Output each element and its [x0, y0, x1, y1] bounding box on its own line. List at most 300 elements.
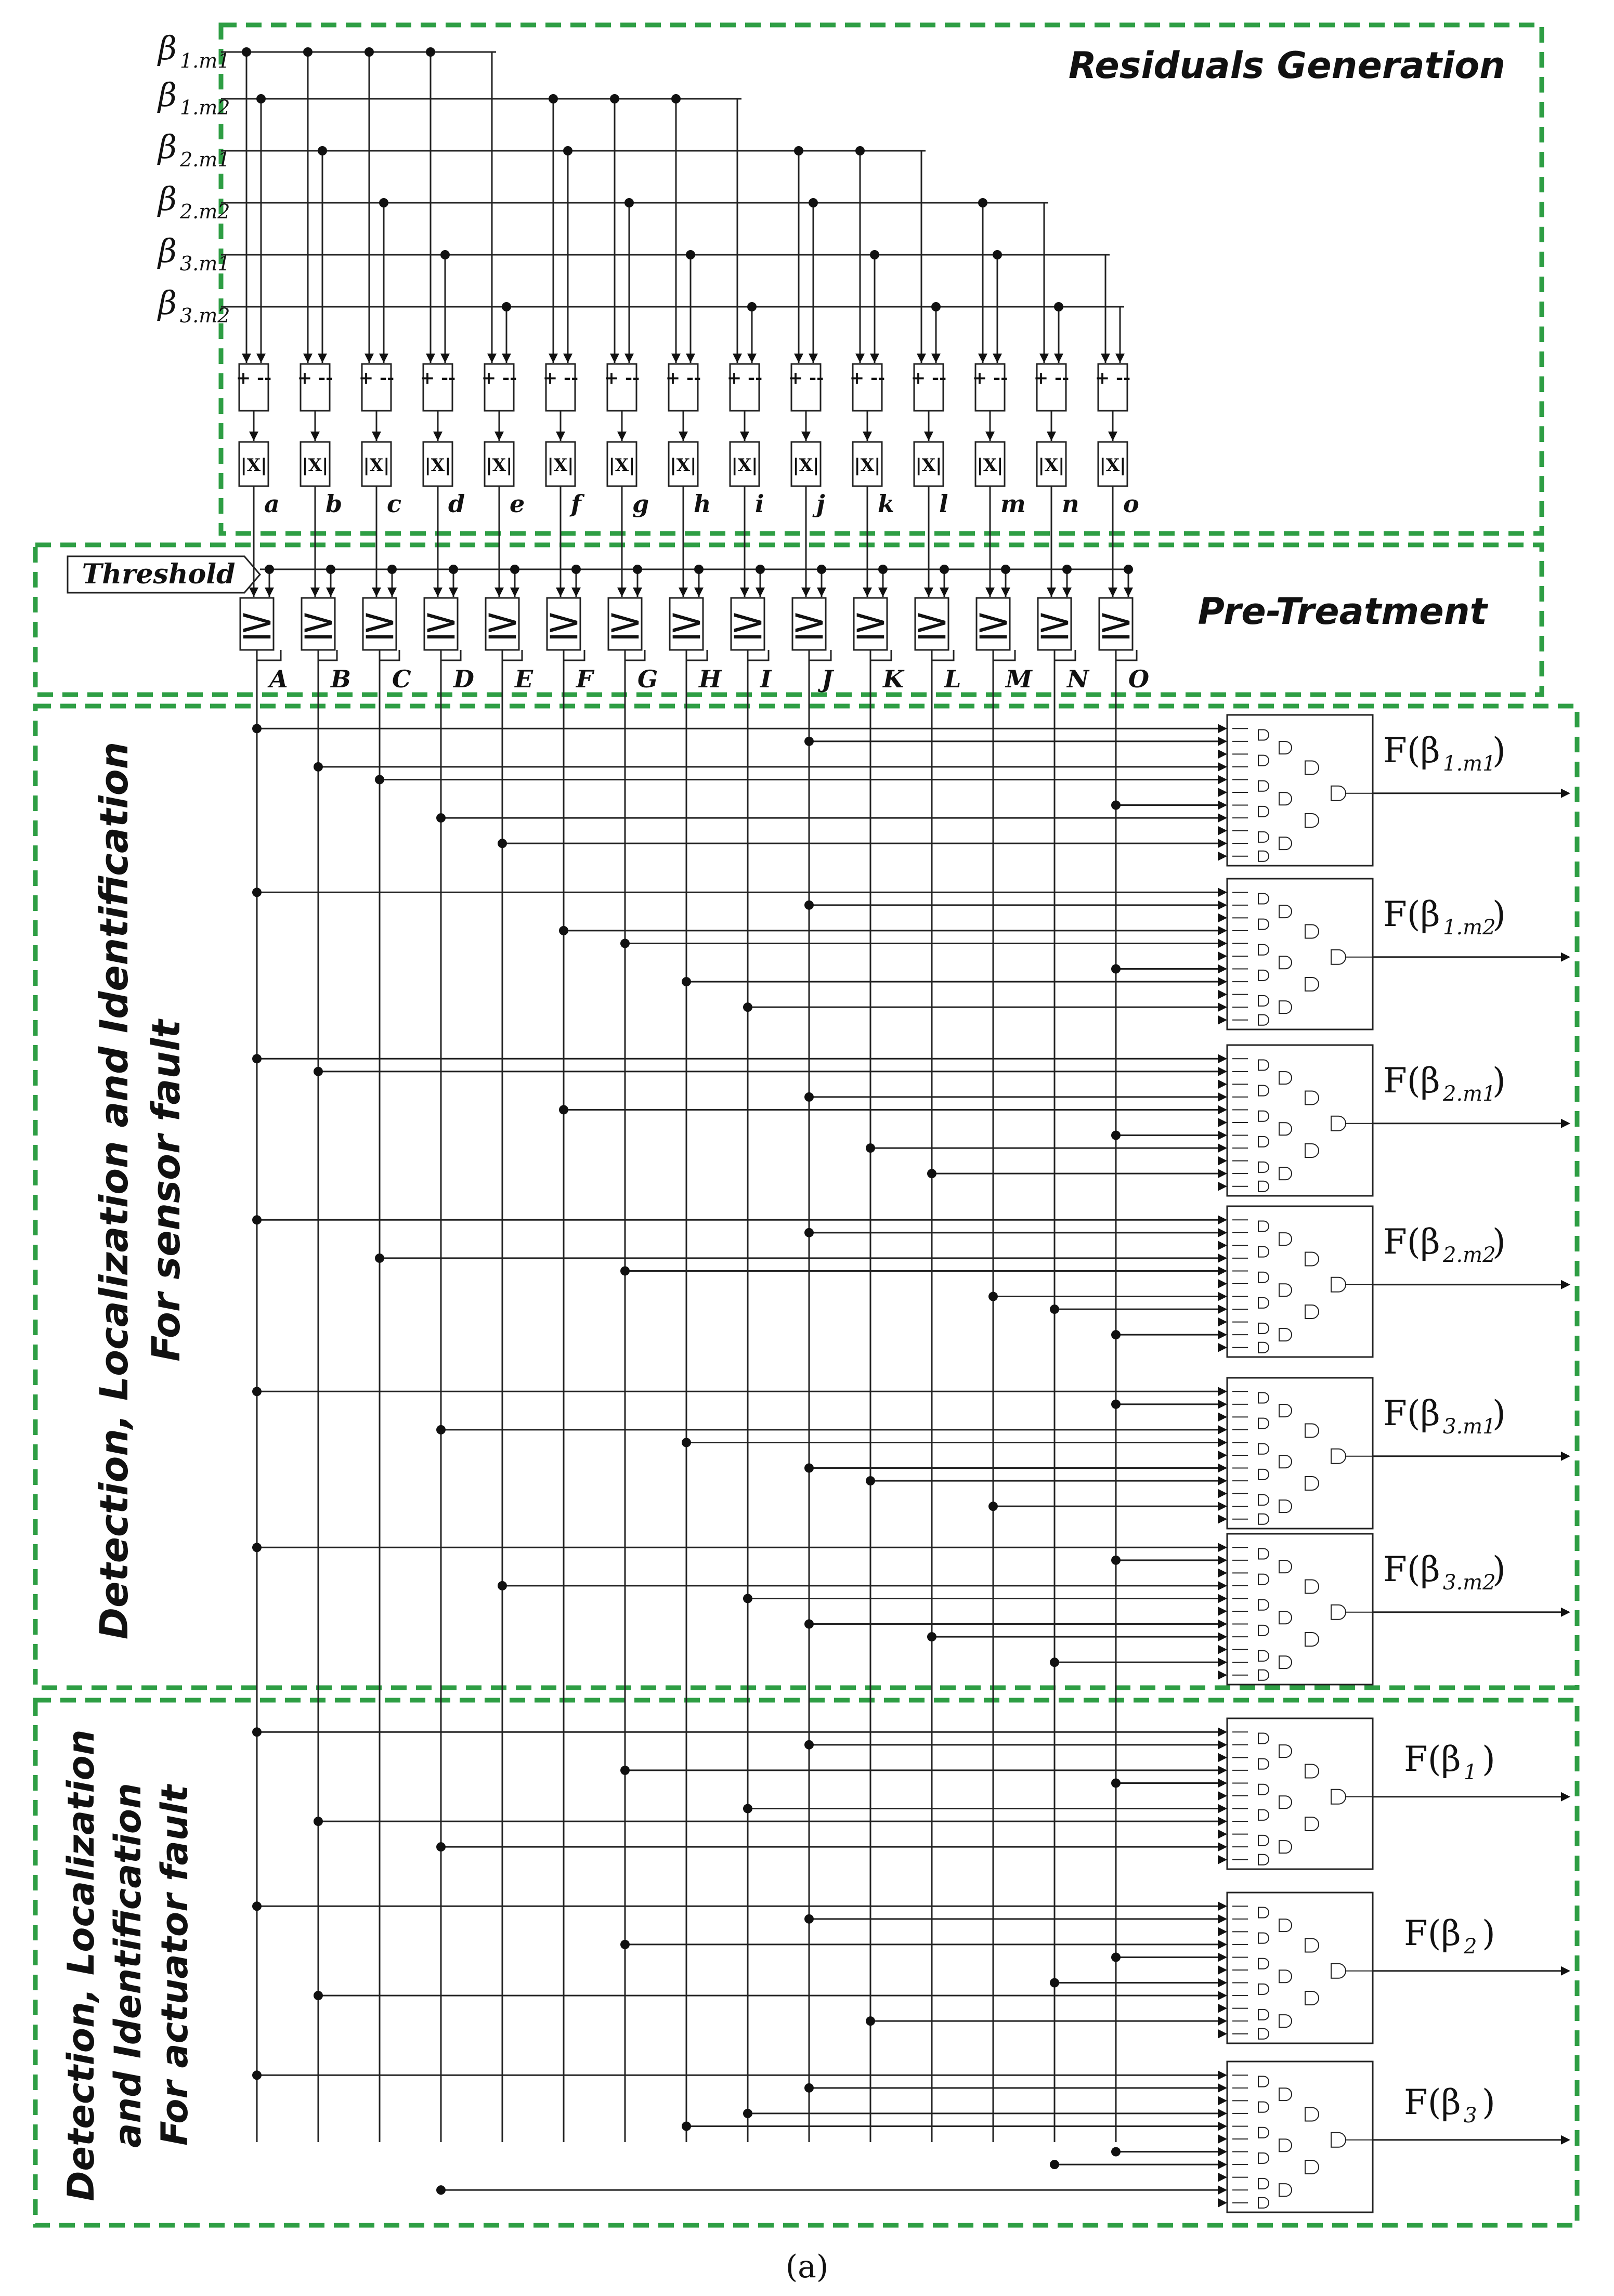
junction-dot: [804, 1914, 814, 1924]
absolute-value-block: [485, 442, 514, 486]
svg-text:2.m1: 2.m1: [180, 148, 230, 171]
arrow-head: [1218, 2029, 1227, 2039]
junction-dot: [252, 1215, 262, 1224]
comparator-block: [423, 598, 459, 650]
arrow-head: [1218, 1830, 1227, 1839]
arrow-head: [1218, 1842, 1227, 1851]
comparator-block: [668, 598, 705, 650]
svg-text:|X|: |X|: [547, 455, 574, 476]
sensor-output-label: [1383, 1061, 1506, 1106]
svg-text:+ --: + --: [297, 368, 333, 388]
junction-dot: [1111, 1952, 1121, 1962]
arrow-head: [679, 588, 688, 597]
svg-text:): ): [1492, 1549, 1506, 1589]
subtractor-block: [420, 364, 456, 441]
svg-text:β: β: [158, 76, 177, 114]
svg-text:Detection, Localization: Detection, Localization: [60, 1729, 102, 2201]
junction-dot: [1050, 1304, 1059, 1314]
arrow-head: [1218, 1515, 1227, 1524]
svg-text:≥: ≥: [790, 598, 828, 649]
comparator-label: O: [1128, 665, 1150, 693]
svg-text:+ --: + --: [910, 368, 947, 388]
comparator-label: H: [699, 665, 722, 693]
residual-label: n: [1062, 490, 1079, 518]
junction-dot: [804, 2083, 814, 2093]
svg-text:≥: ≥: [1097, 598, 1135, 649]
comparator-block: [791, 598, 827, 650]
sensor-output-label: [1383, 1549, 1506, 1595]
arrow-head: [1124, 588, 1133, 597]
svg-text:|X|: |X|: [792, 455, 819, 476]
arrow-head: [747, 354, 757, 363]
svg-text:): ): [1482, 1739, 1495, 1779]
svg-text:3.m2: 3.m2: [180, 304, 230, 327]
svg-text:≥: ≥: [422, 598, 460, 649]
junction-dot: [743, 1594, 752, 1603]
arrow-head: [1218, 1991, 1227, 2000]
arrow-head: [1218, 801, 1227, 810]
arrow-head: [433, 432, 442, 441]
arrow-head: [256, 354, 266, 363]
actuator-output-label: [1404, 2082, 1495, 2128]
absolute-value-block: [607, 442, 636, 486]
figure-caption: (a): [785, 2249, 829, 2285]
junction-dot: [252, 724, 262, 733]
junction-dot: [682, 2121, 691, 2131]
junction-dot: [318, 146, 327, 155]
residual-label: j: [816, 490, 825, 518]
comparator-block: [239, 598, 275, 650]
arrow-head: [1218, 1740, 1227, 1750]
junction-dot: [498, 839, 507, 848]
arrow-head: [1218, 1766, 1227, 1775]
arrow-head: [242, 354, 251, 363]
subtractor-block: [788, 364, 824, 441]
arrow-head: [1218, 813, 1227, 823]
arrow-head: [671, 354, 681, 363]
residual-label: i: [755, 490, 764, 518]
arrow-head: [1218, 1079, 1227, 1089]
svg-text:+ --: + --: [788, 368, 824, 388]
junction-dot: [804, 1620, 814, 1629]
arrow-head: [1218, 1279, 1227, 1288]
arrow-head: [310, 432, 320, 441]
junction-dot: [252, 1543, 262, 1552]
arrow-head: [1218, 1169, 1227, 1178]
arrow-head: [617, 588, 627, 597]
svg-text:|X|: |X|: [302, 455, 329, 476]
wire: [441, 650, 461, 660]
svg-text:1: 1: [1464, 1760, 1477, 1784]
arrow-head: [817, 588, 826, 597]
arrow-head: [1218, 1015, 1227, 1025]
sensor-logic-block: [1218, 715, 1373, 866]
arrow-head: [1218, 852, 1227, 861]
arrow-head: [1218, 762, 1227, 772]
arrow-head: [1062, 588, 1072, 597]
junction-dot: [804, 901, 814, 910]
arrow-head: [1218, 1317, 1227, 1327]
arrow-head: [756, 588, 765, 597]
junction-dot: [866, 2016, 875, 2026]
junction-dot: [510, 565, 519, 574]
arrow-head: [1218, 1118, 1227, 1127]
comparator-label: M: [1006, 665, 1032, 693]
arrow-head: [318, 354, 327, 363]
arrow-head: [1218, 2070, 1227, 2080]
junction-dot: [624, 198, 634, 207]
arrow-head: [449, 588, 458, 597]
arrow-head: [1218, 2109, 1227, 2118]
svg-text:F(β: F(β: [1383, 894, 1440, 934]
arrow-head: [686, 354, 695, 363]
svg-text:≥: ≥: [545, 598, 582, 649]
absolute-value-block: [730, 442, 759, 486]
junction-dot: [682, 977, 691, 986]
svg-text:3.m1: 3.m1: [180, 252, 230, 275]
arrow-head: [1218, 1727, 1227, 1737]
svg-text:+ --: + --: [1033, 368, 1070, 388]
arrow-head: [1218, 1412, 1227, 1421]
arrow-head: [1218, 1254, 1227, 1263]
svg-text:and Identification: and Identification: [107, 1783, 149, 2148]
svg-text:3: 3: [1464, 2103, 1477, 2128]
svg-text:): ): [1492, 1221, 1506, 1262]
arrow-head: [1218, 1438, 1227, 1447]
arrow-head: [1561, 1966, 1570, 1976]
svg-text:+ --: + --: [1095, 368, 1131, 388]
svg-text:+ --: + --: [665, 368, 701, 388]
arrow-head: [249, 588, 258, 597]
svg-text:+ --: + --: [358, 368, 395, 388]
svg-text:β: β: [158, 284, 177, 322]
arrow-head: [1218, 2121, 1227, 2131]
arrow-head: [1218, 964, 1227, 974]
comparator-label: E: [515, 665, 533, 693]
junction-dot: [559, 926, 568, 935]
arrow-head: [1218, 1464, 1227, 1473]
junction-dot: [549, 94, 558, 103]
junction-dot: [743, 2109, 752, 2118]
junction-dot: [252, 1727, 262, 1737]
svg-text:|X|: |X|: [915, 455, 942, 476]
comparator-block: [484, 598, 520, 650]
arrow-head: [1218, 1978, 1227, 1988]
junction-dot: [256, 94, 266, 103]
subtractor-block: [359, 364, 395, 441]
arrow-head: [1218, 1451, 1227, 1460]
arrow-head: [1218, 1292, 1227, 1301]
svg-text:3.m1: 3.m1: [1443, 1414, 1496, 1439]
comparator-label: L: [944, 665, 961, 693]
comparator-block: [914, 598, 950, 650]
absolute-value-block: [546, 442, 575, 486]
comparator-block: [1098, 598, 1134, 650]
junction-dot: [866, 1143, 875, 1153]
arrow-head: [265, 588, 274, 597]
arrow-head: [1561, 953, 1570, 962]
arrow-head: [1218, 1952, 1227, 1962]
svg-text:F(β: F(β: [1383, 1060, 1440, 1101]
arrow-head: [1218, 1131, 1227, 1140]
arrow-head: [1115, 354, 1125, 363]
subtractor-block: [1034, 364, 1070, 441]
absolute-value-block: [423, 442, 452, 486]
svg-text:≥: ≥: [606, 598, 644, 649]
signal-label: [157, 284, 230, 327]
arrow-head: [1218, 1143, 1227, 1153]
comparator-label: N: [1067, 665, 1089, 693]
arrow-head: [624, 354, 634, 363]
svg-text:|X|: |X|: [854, 455, 881, 476]
subtractor-block: [911, 364, 947, 441]
junction-dot: [931, 302, 941, 311]
wire: [993, 650, 1015, 660]
arrow-head: [1218, 1502, 1227, 1511]
junction-dot: [1054, 302, 1063, 311]
absolute-value-block: [301, 442, 330, 486]
arrow-head: [1218, 1901, 1227, 1911]
junction-dot: [559, 1105, 568, 1114]
junction-dot: [1111, 1131, 1121, 1140]
svg-text:+ --: + --: [420, 368, 456, 388]
junction-dot: [571, 565, 581, 574]
wire: [502, 650, 522, 660]
arrow-head: [556, 588, 565, 597]
subtractor-block: [727, 364, 763, 441]
svg-text:β: β: [158, 128, 177, 166]
subtractor-block: [481, 364, 517, 441]
junction-dot: [804, 737, 814, 746]
junction-dot: [940, 565, 949, 574]
arrow-head: [1218, 1476, 1227, 1485]
svg-text:≥: ≥: [974, 598, 1012, 649]
arrow-head: [1108, 588, 1117, 597]
junction-dot: [978, 198, 987, 207]
arrow-head: [1218, 1753, 1227, 1762]
svg-text:F(β: F(β: [1383, 730, 1440, 771]
svg-text:≥: ≥: [1036, 598, 1073, 649]
residual-label: h: [694, 490, 711, 518]
residual-label: f: [571, 490, 581, 518]
arrow-head: [985, 588, 995, 597]
arrow-head: [563, 354, 572, 363]
sensor-logic-block: [1218, 1534, 1373, 1685]
junction-dot: [252, 888, 262, 897]
arrow-head: [794, 354, 803, 363]
residual-label: a: [264, 490, 280, 518]
arrow-head: [1218, 977, 1227, 986]
comparator-block: [361, 598, 398, 650]
arrow-head: [1218, 926, 1227, 935]
junction-dot: [870, 250, 879, 259]
svg-text:2: 2: [1464, 1934, 1477, 1959]
absolute-value-block: [1037, 442, 1066, 486]
svg-text:): ): [1482, 1913, 1495, 1953]
arrow-head: [1218, 1105, 1227, 1114]
junction-dot: [563, 146, 572, 155]
wire: [748, 650, 769, 660]
svg-text:For sensor fault: For sensor fault: [144, 1020, 189, 1362]
arrow-head: [924, 432, 933, 441]
absolute-value-block: [975, 442, 1005, 486]
arrow-head: [1218, 913, 1227, 922]
arrow-head: [310, 588, 320, 597]
arrow-head: [1047, 432, 1056, 441]
arrow-head: [1561, 789, 1570, 798]
threshold-tag: [68, 556, 260, 593]
arrow-head: [1218, 2160, 1227, 2169]
junction-dot: [927, 1632, 936, 1641]
junction-dot: [440, 250, 450, 259]
subtractor-block: [1095, 364, 1131, 441]
absolute-value-block: [791, 442, 821, 486]
svg-text:F(β: F(β: [1383, 1393, 1440, 1433]
arrow-head: [740, 588, 749, 597]
svg-text:≥: ≥: [238, 598, 276, 649]
arrow-head: [1218, 826, 1227, 836]
junction-dot: [993, 250, 1002, 259]
comparator-block: [730, 598, 766, 650]
absolute-value-block: [853, 442, 882, 486]
comparator-label: F: [576, 665, 593, 693]
junction-dot: [265, 565, 274, 574]
residual-label: k: [878, 490, 894, 518]
arrow-head: [1218, 839, 1227, 848]
svg-text:+ --: + --: [542, 368, 579, 388]
arrow-head: [1218, 2198, 1227, 2208]
comparator-label: G: [637, 665, 658, 693]
junction-dot: [314, 1991, 323, 2000]
arrow-head: [940, 588, 949, 597]
svg-text:|X|: |X|: [1038, 455, 1065, 476]
svg-text:3.m2: 3.m2: [1443, 1570, 1496, 1595]
wire: [564, 650, 584, 660]
arrow-head: [1218, 1215, 1227, 1224]
arrow-head: [549, 354, 558, 363]
arrow-head: [878, 588, 888, 597]
arrow-head: [556, 432, 565, 441]
arrow-head: [801, 432, 811, 441]
wire: [1116, 650, 1137, 660]
arrow-head: [1218, 2147, 1227, 2157]
arrow-head: [1218, 1489, 1227, 1498]
svg-text:F(β: F(β: [1404, 2082, 1461, 2122]
arrow-head: [694, 588, 704, 597]
absolute-value-block: [239, 442, 268, 486]
svg-text:+ --: + --: [849, 368, 886, 388]
junction-dot: [252, 2070, 262, 2080]
sensor-output-label: [1383, 730, 1506, 776]
blocks: [236, 364, 1373, 2212]
arrow-head: [1561, 1452, 1570, 1461]
arrow-head: [1218, 1645, 1227, 1654]
junction-dot: [449, 565, 458, 574]
residual-label: c: [387, 490, 402, 518]
sensor-logic-block: [1218, 1206, 1373, 1357]
arrow-head: [1218, 888, 1227, 897]
comparator-block: [975, 598, 1011, 650]
wire: [932, 650, 954, 660]
arrow-head: [1101, 354, 1110, 363]
arrow-head: [1218, 1400, 1227, 1409]
junction-dot: [436, 1425, 446, 1434]
arrow-head: [1218, 1266, 1227, 1275]
absolute-value-block: [669, 442, 698, 486]
svg-text:For actuator fault: For actuator fault: [153, 1784, 196, 2146]
junction-dot: [314, 1067, 323, 1076]
junction-dot: [804, 1740, 814, 1750]
subtractor-block: [666, 364, 701, 441]
junction-dot: [620, 1266, 630, 1275]
junction-dot: [804, 1092, 814, 1102]
arrow-head: [1054, 354, 1063, 363]
comparator-block: [545, 598, 582, 650]
actuator-output-label: [1404, 1739, 1495, 1784]
arrow-head: [1218, 1804, 1227, 1814]
svg-text:|X|: |X|: [363, 455, 390, 476]
arrow-head: [365, 354, 374, 363]
svg-text:+ --: + --: [236, 368, 272, 388]
arrow-head: [1218, 749, 1227, 759]
junction-dot: [252, 1901, 262, 1911]
svg-text:≥: ≥: [300, 598, 337, 649]
arrow-head: [1218, 1387, 1227, 1396]
arrow-head: [1218, 1067, 1227, 1076]
svg-text:): ): [1492, 1060, 1506, 1101]
arrow-head: [1561, 2135, 1570, 2145]
arrow-head: [1218, 1855, 1227, 1864]
arrow-head: [1218, 2185, 1227, 2195]
svg-text:Threshold: Threshold: [82, 558, 236, 590]
arrow-head: [870, 354, 879, 363]
subtractor-block: [543, 364, 579, 441]
arrow-head: [387, 588, 397, 597]
junction-dot: [436, 813, 446, 823]
arrow-head: [1218, 1002, 1227, 1012]
sensor-output-label: [1383, 1222, 1506, 1267]
junction-dot: [436, 1842, 446, 1851]
arrow-head: [1218, 1658, 1227, 1667]
junction-dot: [1001, 565, 1010, 574]
arrow-head: [1218, 724, 1227, 733]
sensor-output-label: [1383, 894, 1506, 940]
arrow-head: [801, 588, 811, 597]
junction-dot: [620, 938, 630, 948]
junction-dot: [878, 565, 888, 574]
residual-label: o: [1123, 490, 1139, 518]
arrow-head: [617, 432, 627, 441]
svg-text:2.m1: 2.m1: [1443, 1081, 1496, 1106]
arrow-head: [1218, 2096, 1227, 2105]
junction-dot: [743, 1804, 752, 1814]
junction-dot: [866, 1476, 875, 1485]
arrow-head: [740, 432, 749, 441]
comparator-label: C: [392, 665, 411, 693]
svg-text:1.m1: 1.m1: [180, 49, 230, 72]
arrow-head: [917, 354, 926, 363]
arrow-head: [679, 432, 688, 441]
arrow-head: [494, 432, 504, 441]
comparator-label: I: [760, 665, 772, 693]
junction-dot: [610, 94, 619, 103]
junction-dot: [1111, 1556, 1121, 1565]
junction-dot: [498, 1581, 507, 1590]
arrow-head: [733, 354, 742, 363]
junction-dot: [809, 198, 818, 207]
comparator-label: B: [331, 665, 351, 693]
arrow-head: [1218, 1927, 1227, 1936]
